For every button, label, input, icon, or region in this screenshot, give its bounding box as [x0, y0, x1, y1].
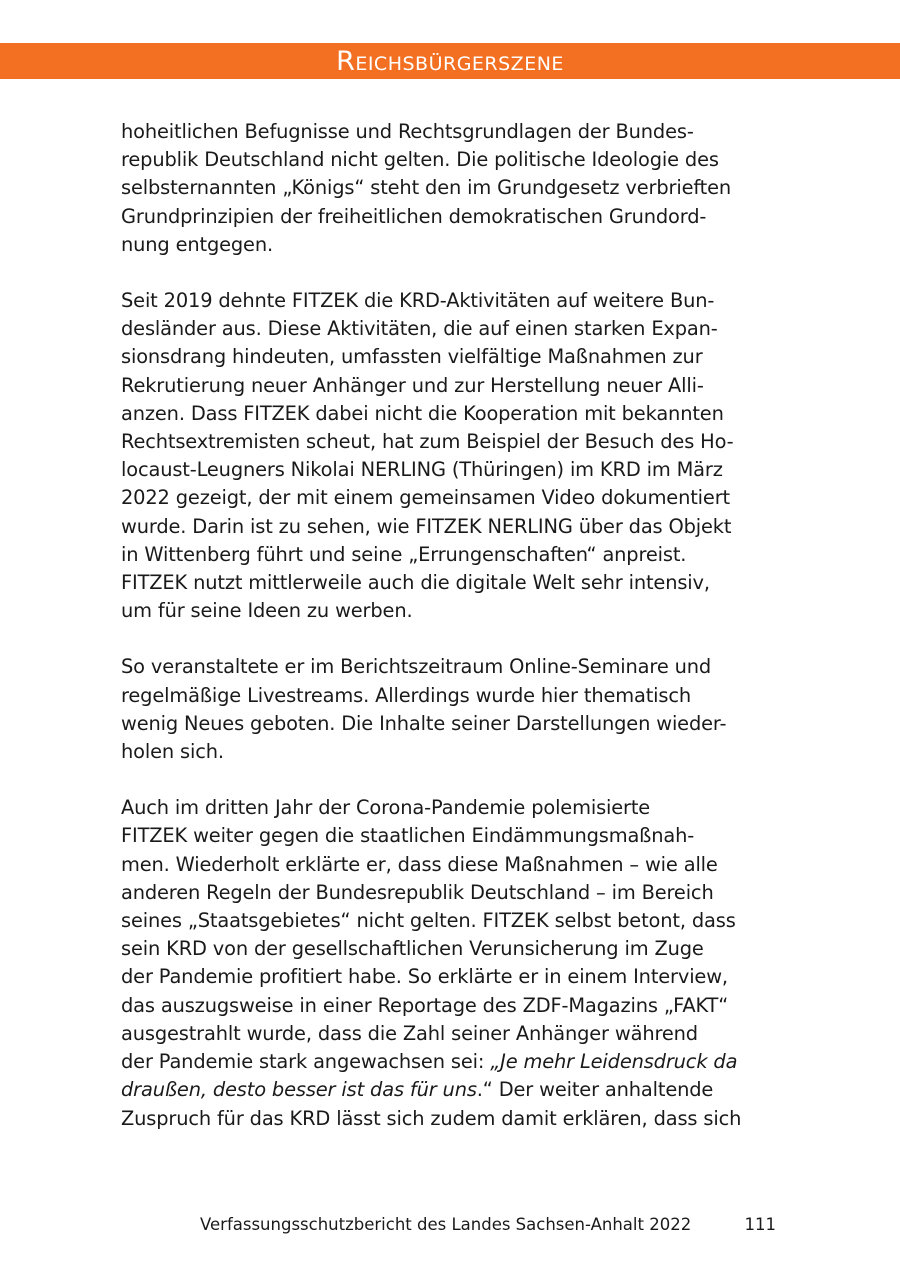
text-line: der Pandemie profitiert habe. So erklärte er in einem Interview,	[121, 965, 728, 989]
text-line: 2022 gezeigt, der mit einem gemeinsamen Video dokumentiert	[121, 486, 730, 510]
text-line: So veranstaltete er im Berichtszeitraum Online-Seminare und	[121, 655, 712, 679]
text-line: Rechtsextremisten scheut, hat zum Beispiel der Besuch des Ho-	[121, 430, 734, 454]
quote-intro: der Pandemie stark angewachsen sei:	[121, 1050, 491, 1074]
text-line: in Wittenberg führt und seine „Errungenschaften“ anpreist.	[121, 542, 687, 566]
paragraph	[121, 653, 781, 766]
quote-text: „Je mehr Leidensdruck da	[490, 1050, 738, 1074]
text-line: FITZEK weiter gegen die staatlichen Eindämmungsmaßnah-	[121, 824, 695, 848]
text-line: wurde. Darin ist zu sehen, wie FITZEK NERLING über das Objekt	[121, 514, 732, 538]
text-line: sein KRD von der gesellschaftlichen Verunsicherung im Zuge	[121, 937, 704, 961]
text-line: regelmäßige Livestreams. Allerdings wurde hier thematisch	[121, 683, 692, 707]
text-line: republik Deutschland nicht gelten. Die politische Ideologie des	[121, 148, 719, 172]
text-line: sionsdrang hindeuten, umfassten vielfältige Maßnahmen zur	[121, 345, 703, 369]
header-bar	[0, 43, 900, 79]
paragraph	[121, 287, 781, 625]
text-line: wenig Neues geboten. Die Inhalte seiner Darstellungen wieder-	[121, 711, 727, 735]
header-title: Reichsbürgerszene	[336, 46, 564, 77]
footer-publication-title: Verfassungsschutzbericht des Landes Sachsen-Anhalt 2022	[200, 1215, 692, 1234]
text-line: Zuspruch für das KRD lässt sich zudem damit erklären, dass sich	[121, 1106, 742, 1130]
text-line: anderen Regeln der Bundesrepublik Deutschland – im Bereich	[121, 880, 714, 904]
text-line: FITZEK nutzt mittlerweile auch die digitale Welt sehr intensiv,	[121, 571, 710, 595]
text-line: holen sich.	[121, 740, 224, 764]
text-line	[121, 1048, 781, 1076]
main-text	[121, 118, 781, 1161]
text-line	[121, 1076, 781, 1104]
quote-outro: .“ Der weiter anhaltende	[476, 1078, 714, 1102]
text-line: desländer aus. Diese Aktivitäten, die auf einen starken Expan-	[121, 317, 718, 341]
text-line: Auch im dritten Jahr der Corona-Pandemie polemisierte	[121, 796, 651, 820]
text-line: seines „Staatsgebietes“ nicht gelten. FITZEK selbst betont, dass	[121, 909, 736, 933]
text-line: men. Wiederholt erklärte er, dass diese Maßnahmen – wie alle	[121, 852, 718, 876]
page-number: 111	[744, 1215, 776, 1234]
text-line: Grundprinzipien der freiheitlichen demokratischen Grundord-	[121, 204, 707, 228]
text-line: anzen. Dass FITZEK dabei nicht die Kooperation mit bekannten	[121, 401, 724, 425]
text-line: um für seine Ideen zu werben.	[121, 599, 413, 623]
text-line: selbsternannten „Königs“ steht den im Grundgesetz verbrieften	[121, 176, 732, 200]
page-footer	[200, 1213, 780, 1237]
text-line: das auszugsweise in einer Reportage des ZDF-Magazins „FAKT“	[121, 993, 729, 1017]
paragraph	[121, 794, 781, 1132]
paragraph	[121, 118, 781, 259]
text-line: locaust-Leugners Nikolai NERLING (Thüringen) im KRD im März	[121, 458, 723, 482]
text-line: ausgestrahlt wurde, dass die Zahl seiner Anhänger während	[121, 1021, 698, 1045]
quote-text: draußen, desto besser ist das für uns	[121, 1078, 477, 1102]
text-line: nung entgegen.	[121, 232, 273, 256]
text-line: hoheitlichen Befugnisse und Rechtsgrundlagen der Bundes-	[121, 120, 694, 143]
text-line: Rekrutierung neuer Anhänger und zur Herstellung neuer Alli-	[121, 373, 704, 397]
text-line: Seit 2019 dehnte FITZEK die KRD-Aktivitäten auf weitere Bun-	[121, 289, 715, 313]
